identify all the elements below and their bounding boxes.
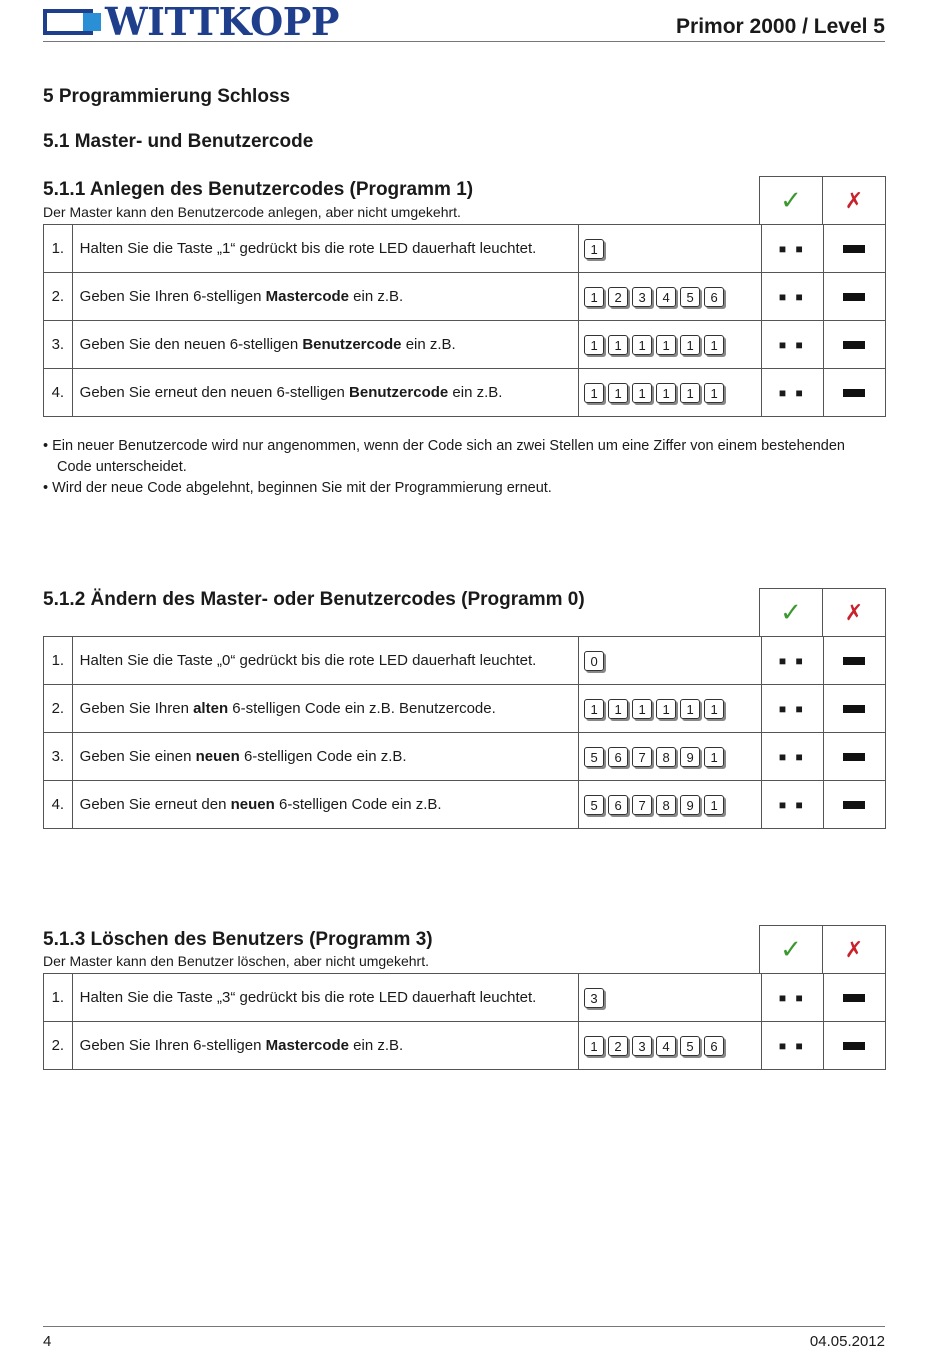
long-beep-icon bbox=[843, 293, 865, 301]
wittkopp-logo bbox=[43, 0, 339, 44]
long-beep-icon bbox=[843, 994, 865, 1002]
steps-table bbox=[43, 973, 886, 1070]
ok-signal-cell bbox=[761, 974, 823, 1022]
step-text-bold: alten bbox=[193, 700, 229, 717]
step-row bbox=[44, 321, 886, 369]
step-number: 1. bbox=[44, 225, 73, 273]
keypad-key-icon: 9 bbox=[680, 747, 700, 767]
cross-icon: ✗ bbox=[822, 177, 885, 224]
long-beep-icon bbox=[843, 657, 865, 665]
step-row bbox=[44, 637, 886, 685]
document-date: 04.05.2012 bbox=[809, 1333, 885, 1350]
section-subtitle: Der Master kann den Benutzer löschen, aber nicht umgekehrt. bbox=[43, 953, 429, 969]
long-beep-icon bbox=[843, 753, 865, 761]
step-number: 2. bbox=[44, 685, 73, 733]
step-number: 1. bbox=[44, 974, 73, 1022]
fail-signal-cell bbox=[823, 1022, 885, 1070]
keypad-key-icon: 6 bbox=[704, 1036, 724, 1056]
keypad-key-icon: 1 bbox=[608, 383, 628, 403]
keypad-key-icon: 1 bbox=[584, 287, 604, 307]
step-text bbox=[72, 637, 578, 685]
keypad-key-icon: 1 bbox=[680, 383, 700, 403]
keypad-key-icon: 3 bbox=[584, 988, 604, 1008]
keypad-key-icon: 1 bbox=[608, 335, 628, 355]
step-text-bold: neuen bbox=[230, 796, 275, 813]
step-row bbox=[44, 685, 886, 733]
key-sequence bbox=[579, 225, 762, 273]
step-text-pre: Halten Sie die Taste „0“ gedrückt bis die rote LED dauerhaft leuchtet. bbox=[79, 652, 537, 669]
keypad-key-icon: 1 bbox=[704, 747, 724, 767]
document-title: Primor 2000 / Level 5 bbox=[676, 15, 885, 38]
step-text-post: ein z.B. bbox=[448, 384, 503, 401]
section-title: 5.1.1 Anlegen des Benutzercodes (Programm 1) bbox=[43, 179, 474, 200]
step-row bbox=[44, 781, 886, 829]
header-divider bbox=[43, 41, 885, 42]
cross-icon: ✗ bbox=[822, 589, 885, 636]
double-beep-icon: ■ ■ bbox=[778, 386, 806, 400]
keypad-key-icon: 1 bbox=[656, 699, 676, 719]
page-number: 4 bbox=[43, 1333, 52, 1350]
step-text-pre: Geben Sie Ihren 6-stelligen bbox=[79, 1037, 266, 1054]
long-beep-icon bbox=[843, 245, 865, 253]
long-beep-icon bbox=[843, 705, 865, 713]
keypad-key-icon: 1 bbox=[656, 335, 676, 355]
step-row bbox=[44, 369, 886, 417]
keypad-key-icon: 2 bbox=[608, 1036, 628, 1056]
keypad-key-icon: 1 bbox=[584, 1036, 604, 1056]
key-sequence bbox=[579, 369, 762, 417]
keypad-key-icon: 1 bbox=[632, 335, 652, 355]
note-item: • Ein neuer Benutzercode wird nur angenommen, wenn der Code sich an zwei Stellen um eine Ziffer von einem bestehenden Code unterscheidet. bbox=[43, 438, 845, 475]
step-text-bold: Mastercode bbox=[265, 1037, 349, 1054]
steps-table bbox=[43, 636, 886, 829]
keypad-key-icon: 0 bbox=[584, 651, 604, 671]
double-beep-icon: ■ ■ bbox=[778, 798, 806, 812]
fail-signal-cell bbox=[823, 637, 885, 685]
ok-signal-cell bbox=[761, 1022, 823, 1070]
step-text-post: ein z.B. bbox=[349, 1037, 404, 1054]
keypad-key-icon: 6 bbox=[608, 795, 628, 815]
keypad-key-icon: 2 bbox=[608, 287, 628, 307]
note-item: • Wird der neue Code abgelehnt, beginnen Sie mit der Programmierung erneut. bbox=[43, 480, 552, 496]
step-text bbox=[72, 685, 578, 733]
status-header bbox=[759, 588, 886, 636]
fail-signal-cell bbox=[823, 369, 885, 417]
step-row bbox=[44, 225, 886, 273]
step-text-pre: Geben Sie Ihren bbox=[79, 700, 194, 717]
long-beep-icon bbox=[843, 1042, 865, 1050]
step-text-post: ein z.B. bbox=[401, 336, 456, 353]
key-sequence bbox=[579, 637, 762, 685]
logo-text: WITTKOPP bbox=[105, 0, 339, 44]
ok-signal-cell bbox=[761, 733, 823, 781]
ok-signal-cell bbox=[761, 273, 823, 321]
keypad-key-icon: 4 bbox=[656, 1036, 676, 1056]
status-header bbox=[759, 925, 886, 973]
key-sequence bbox=[579, 685, 762, 733]
fail-signal-cell bbox=[823, 974, 885, 1022]
ok-signal-cell bbox=[761, 781, 823, 829]
keypad-key-icon: 5 bbox=[680, 1036, 700, 1056]
keypad-key-icon: 6 bbox=[608, 747, 628, 767]
keypad-key-icon: 1 bbox=[704, 699, 724, 719]
step-row bbox=[44, 1022, 886, 1070]
section-heading: 5.1 Master- und Benutzercode bbox=[43, 131, 314, 152]
step-text bbox=[72, 369, 578, 417]
step-text-pre: Geben Sie Ihren 6-stelligen bbox=[79, 288, 266, 305]
step-text bbox=[72, 1022, 578, 1070]
long-beep-icon bbox=[843, 341, 865, 349]
step-text-pre: Geben Sie erneut den neuen 6-stelligen bbox=[79, 384, 350, 401]
double-beep-icon: ■ ■ bbox=[778, 654, 806, 668]
key-sequence bbox=[579, 781, 762, 829]
fail-signal-cell bbox=[823, 781, 885, 829]
keypad-key-icon: 1 bbox=[632, 383, 652, 403]
step-row bbox=[44, 733, 886, 781]
keypad-key-icon: 1 bbox=[584, 335, 604, 355]
steps-table bbox=[43, 224, 886, 417]
key-sequence bbox=[579, 321, 762, 369]
keypad-key-icon: 8 bbox=[656, 795, 676, 815]
section-title: 5.1.3 Löschen des Benutzers (Programm 3) bbox=[43, 929, 433, 950]
step-number: 1. bbox=[44, 637, 73, 685]
check-icon: ✓ bbox=[780, 185, 802, 215]
step-text-pre: Geben Sie den neuen 6-stelligen bbox=[79, 336, 303, 353]
double-beep-icon: ■ ■ bbox=[778, 702, 806, 716]
cross-icon: ✗ bbox=[822, 926, 885, 973]
double-beep-icon: ■ ■ bbox=[778, 242, 806, 256]
step-number: 4. bbox=[44, 369, 73, 417]
keypad-key-icon: 1 bbox=[704, 795, 724, 815]
fail-signal-cell bbox=[823, 225, 885, 273]
key-sequence bbox=[579, 273, 762, 321]
keypad-key-icon: 1 bbox=[632, 699, 652, 719]
keypad-key-icon: 5 bbox=[584, 747, 604, 767]
long-beep-icon bbox=[843, 389, 865, 397]
keypad-key-icon: 1 bbox=[656, 383, 676, 403]
section-subtitle: Der Master kann den Benutzercode anlegen, aber nicht umgekehrt. bbox=[43, 204, 461, 220]
keypad-key-icon: 1 bbox=[584, 699, 604, 719]
footer-divider bbox=[43, 1326, 885, 1327]
step-number: 3. bbox=[44, 733, 73, 781]
step-text-bold: Benutzercode bbox=[349, 384, 449, 401]
section-title: 5.1.2 Ändern des Master- oder Benutzercodes (Programm 0) bbox=[43, 589, 585, 610]
step-text-pre: Geben Sie erneut den bbox=[79, 796, 231, 813]
step-text-pre: Geben Sie einen bbox=[79, 748, 196, 765]
keypad-key-icon: 3 bbox=[632, 287, 652, 307]
keypad-key-icon: 3 bbox=[632, 1036, 652, 1056]
fail-signal-cell bbox=[823, 321, 885, 369]
step-text-bold: Mastercode bbox=[265, 288, 349, 305]
step-text bbox=[72, 974, 578, 1022]
keypad-key-icon: 9 bbox=[680, 795, 700, 815]
step-number: 3. bbox=[44, 321, 73, 369]
keypad-key-icon: 4 bbox=[656, 287, 676, 307]
keypad-key-icon: 1 bbox=[680, 335, 700, 355]
keypad-key-icon: 5 bbox=[680, 287, 700, 307]
step-text-post: 6-stelligen Code ein z.B. Benutzercode. bbox=[228, 700, 496, 717]
ok-signal-cell bbox=[761, 369, 823, 417]
double-beep-icon: ■ ■ bbox=[778, 338, 806, 352]
check-icon: ✓ bbox=[780, 934, 802, 964]
step-text bbox=[72, 781, 578, 829]
ok-signal-cell bbox=[761, 225, 823, 273]
step-text bbox=[72, 273, 578, 321]
step-text-pre: Halten Sie die Taste „3“ gedrückt bis die rote LED dauerhaft leuchtet. bbox=[79, 989, 537, 1006]
status-header bbox=[759, 176, 886, 224]
key-sequence bbox=[579, 1022, 762, 1070]
key-sequence bbox=[579, 974, 762, 1022]
fail-signal-cell bbox=[823, 273, 885, 321]
step-text-post: 6-stelligen Code ein z.B. bbox=[274, 796, 442, 813]
step-text-post: 6-stelligen Code ein z.B. bbox=[239, 748, 407, 765]
keypad-key-icon: 1 bbox=[704, 335, 724, 355]
key-sequence bbox=[579, 733, 762, 781]
step-number: 4. bbox=[44, 781, 73, 829]
step-number: 2. bbox=[44, 273, 73, 321]
keypad-key-icon: 1 bbox=[584, 383, 604, 403]
keypad-key-icon: 5 bbox=[584, 795, 604, 815]
fail-signal-cell bbox=[823, 733, 885, 781]
step-text-post: ein z.B. bbox=[349, 288, 404, 305]
double-beep-icon: ■ ■ bbox=[778, 1039, 806, 1053]
step-text-bold: Benutzercode bbox=[302, 336, 402, 353]
step-text bbox=[72, 225, 578, 273]
step-row bbox=[44, 974, 886, 1022]
step-text bbox=[72, 733, 578, 781]
notes bbox=[43, 436, 883, 499]
double-beep-icon: ■ ■ bbox=[778, 290, 806, 304]
keypad-key-icon: 7 bbox=[632, 747, 652, 767]
keypad-key-icon: 8 bbox=[656, 747, 676, 767]
step-row bbox=[44, 273, 886, 321]
keypad-key-icon: 6 bbox=[704, 287, 724, 307]
logo-mark-icon bbox=[43, 7, 103, 37]
ok-signal-cell bbox=[761, 637, 823, 685]
chapter-heading: 5 Programmierung Schloss bbox=[43, 86, 291, 107]
ok-signal-cell bbox=[761, 321, 823, 369]
keypad-key-icon: 7 bbox=[632, 795, 652, 815]
step-number: 2. bbox=[44, 1022, 73, 1070]
double-beep-icon: ■ ■ bbox=[778, 991, 806, 1005]
ok-signal-cell bbox=[761, 685, 823, 733]
keypad-key-icon: 1 bbox=[608, 699, 628, 719]
step-text bbox=[72, 321, 578, 369]
keypad-key-icon: 1 bbox=[704, 383, 724, 403]
long-beep-icon bbox=[843, 801, 865, 809]
double-beep-icon: ■ ■ bbox=[778, 750, 806, 764]
step-text-pre: Halten Sie die Taste „1“ gedrückt bis die rote LED dauerhaft leuchtet. bbox=[79, 240, 537, 257]
keypad-key-icon: 1 bbox=[584, 239, 604, 259]
fail-signal-cell bbox=[823, 685, 885, 733]
keypad-key-icon: 1 bbox=[680, 699, 700, 719]
check-icon: ✓ bbox=[780, 597, 802, 627]
step-text-bold: neuen bbox=[195, 748, 240, 765]
